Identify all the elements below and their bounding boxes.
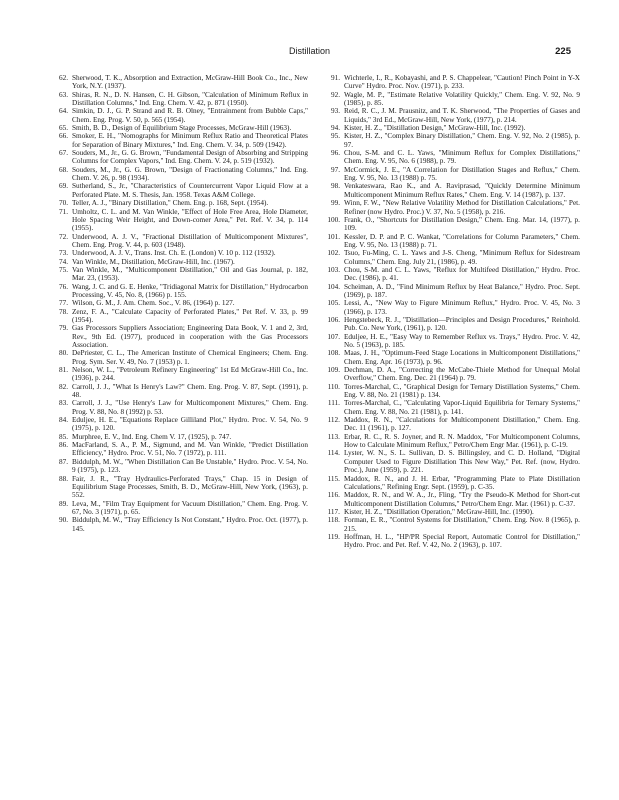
reference-entry bbox=[50, 458, 308, 475]
reference-number: 67. bbox=[58, 149, 68, 158]
reference-number: 102. bbox=[327, 249, 340, 258]
reference-number: 76. bbox=[58, 282, 68, 291]
reference-text: Wichterle, I., R., Kobayashi, and P. S. Chappelear, "Caution! Pinch Point in Y-X Curve" Hydro. Proc. Nov. (1971), p. 233. bbox=[344, 74, 580, 91]
reference-text: Dechman, D. A., "Correcting the McCabe-Thiele Method for Unequal Molal Overflow," Chem. Eng. Dec. 21 (1964) p. 79. bbox=[344, 366, 580, 383]
reference-text: MacFarland, S. A., P. M., Sigmund, and M. Van Winkle, "Predict Distillation Efficiency," Hydro. Proc. V. 51, No. 7 (1972), p. 111. bbox=[72, 441, 308, 458]
reference-text: Winn, F. W., "New Relative Volatility Method for Distillation Calculations," Pet. Refiner (now Hydro. Proc.) V. 37, No. 5 (1958), p. 216. bbox=[344, 199, 580, 216]
reference-text: Biddulph, M. W., "When Distillation Can Be Unstable," Hydro. Proc. V. 54, No. 9 (1975), p. 123. bbox=[72, 457, 308, 475]
reference-number: 78. bbox=[58, 307, 68, 316]
reference-entry bbox=[50, 182, 308, 199]
reference-text: Van Winkle, M., "Multicomponent Distillation," Oil and Gas Journal, p. 182, Mar. 23, (1953). bbox=[72, 265, 308, 283]
reference-entry bbox=[322, 74, 580, 91]
reference-text: Smith, B. D., Design of Equilibrium Stage Processes, McGraw-Hill (1963). bbox=[72, 124, 292, 133]
reference-entry bbox=[50, 299, 308, 307]
reference-entry bbox=[50, 74, 308, 91]
reference-text: Torres-Marchal, C., "Calculating Vapor-Liquid Equilibria for Ternary Systems," Chem. Eng. V. 88, No. 21 (1981), p. 141. bbox=[344, 399, 580, 416]
reference-entry bbox=[322, 333, 580, 350]
reference-number: 96. bbox=[330, 149, 340, 158]
reference-text: Kister, H. Z., "Complex Binary Distillation," Chem. Eng. V. 92, No. 2 (1985), p. 97. bbox=[344, 132, 580, 149]
running-title: Distillation bbox=[288, 46, 330, 56]
reference-text: Scheiman, A. D., "Find Minimum Reflux by Heat Balance," Hydro. Proc. Sept. (1969), p. 187. bbox=[344, 282, 580, 299]
reference-entry bbox=[50, 258, 308, 266]
reference-entry bbox=[322, 383, 580, 400]
references-left-column bbox=[50, 74, 308, 533]
reference-text: Souders, M., Jr., G. G. Brown, "Fundamental Design of Absorbing and Stripping Columns for Complex Vapors," Ind. Eng. Chem. V. 24, p. 519 (1932). bbox=[72, 149, 308, 166]
reference-number: 82. bbox=[58, 382, 68, 391]
reference-text: Zenz, F. A., "Calculate Capacity of Perforated Plates," Pet Ref. V. 33, p. 99 (1954). bbox=[72, 307, 308, 324]
reference-entry bbox=[322, 299, 580, 316]
reference-text: Sutherland, S., Jr., "Characteristics of Countercurrent Vapor Liquid Flow at a Perforated Plate. M. S. Thesis, Jan. 1958. Texas A&M College. bbox=[72, 182, 308, 199]
reference-number: 68. bbox=[58, 165, 68, 174]
reference-entry bbox=[322, 149, 580, 166]
reference-entry bbox=[322, 316, 580, 333]
reference-entry bbox=[50, 349, 308, 366]
reference-number: 106. bbox=[327, 315, 340, 324]
reference-entry bbox=[322, 132, 580, 149]
reference-number: 117. bbox=[327, 507, 340, 516]
reference-text: Souders, M., Jr., G. G. Brown, "Design of Fractionating Columns," Ind. Eng. Chem. V. 26, p. 98 (1934). bbox=[72, 165, 308, 183]
reference-number: 100. bbox=[327, 215, 340, 224]
reference-text: Sherwood, T. K., Absorption and Extraction, McGraw-Hill Book Co., Inc., New York, N.Y. (1937). bbox=[72, 74, 308, 91]
reference-number: 74. bbox=[58, 257, 68, 266]
reference-entry bbox=[322, 216, 580, 233]
reference-number: 110. bbox=[327, 382, 340, 391]
page-header bbox=[0, 46, 619, 60]
reference-number: 98. bbox=[330, 182, 340, 191]
reference-text: Carroll, J. J., "Use Henry's Law for Multicomponent Mixtures," Chem. Eng. Prog. V. 88, No. 8 (1992) p. 53. bbox=[72, 399, 308, 416]
reference-number: 73. bbox=[58, 249, 68, 258]
reference-text: Murphree, E. V., Ind. Eng. Chem V. 17, (1925), p. 747. bbox=[72, 432, 232, 441]
reference-text: Kessler, D. P. and P. C. Wankat, "Correlations for Column Parameters," Chem. Eng. V. 95, No. 13 (1988) p. 71. bbox=[344, 232, 580, 249]
reference-entry bbox=[50, 399, 308, 416]
reference-number: 72. bbox=[58, 232, 68, 241]
reference-text: McCormick, J. E., "A Correlation for Distillation Stages and Reflux," Chem. Eng. V. 95, No. 13 (1988) p. 75. bbox=[344, 165, 580, 183]
reference-text: Forman, E. R., "Control Systems for Distillation," Chem. Eng. Nov. 8 (1965), p. 215. bbox=[344, 516, 580, 533]
reference-number: 69. bbox=[58, 182, 68, 191]
reference-text: Tsuo, Fu-Ming, C. L. Yaws and J-S. Cheng, "Minimum Reflux for Sidestream Columns," Chem. Eng. July 21, (1986), p. 49. bbox=[344, 249, 580, 266]
reference-text: Gas Processors Suppliers Association; Engineering Data Book, V. 1 and 2, 3rd, Rev., 9th Ed. (1977), produced in cooperation with the Gas Processors Association. bbox=[72, 324, 308, 349]
reference-text: Biddulph, M. W., "Tray Efficiency Is Not Constant," Hydro. Proc. Oct. (1977), p. 145. bbox=[72, 516, 308, 533]
reference-text: Underwood, A. J. V., "Fractional Distillation of Multicomponent Mixtures", Chem. Eng. Prog. V. 44, p. 603 (1948). bbox=[72, 232, 308, 249]
reference-text: Maddox, R. N., and J. H. Erbar, "Programming Plate to Plate Distillation Calculations," Refining Engr. Sept. (1959), p. C-35. bbox=[344, 474, 580, 491]
reference-entry bbox=[322, 399, 580, 416]
reference-number: 83. bbox=[58, 399, 68, 408]
reference-text: Reid, R. C., J. M. Prausnitz, and T. K. Sherwood, "The Properties of Gases and Liquids," 3rd Ed., McGraw-Hill, New York, (1977), p. 214. bbox=[344, 107, 580, 124]
reference-text: Wilson, G. M., J. Am. Chem. Soc., V. 86, (1964) p. 127. bbox=[72, 299, 235, 308]
page-number: 225 bbox=[555, 46, 571, 57]
reference-text: DePriester, C. L., The American Institute of Chemical Engineers; Chem. Eng. Prog. Sym. Ser. V. 49, No. 7 (1953) p. 1. bbox=[72, 349, 308, 366]
reference-entry bbox=[322, 266, 580, 283]
reference-entry bbox=[322, 199, 580, 216]
reference-number: 97. bbox=[330, 165, 340, 174]
reference-entry bbox=[50, 324, 308, 349]
reference-entry bbox=[50, 366, 308, 383]
reference-entry bbox=[322, 533, 580, 550]
reference-text: Kister, H. Z., "Distillation Design," McGraw-Hill, Inc. (1992). bbox=[344, 124, 526, 133]
reference-text: Carroll, J. J., "What Is Henry's Law?" Chem. Eng. Prog. V. 87, Sept. (1991), p. 48. bbox=[72, 382, 308, 400]
reference-entry bbox=[322, 349, 580, 366]
reference-number: 88. bbox=[58, 474, 68, 483]
reference-number: 109. bbox=[327, 366, 340, 375]
reference-entry bbox=[322, 491, 580, 508]
reference-entry bbox=[50, 441, 308, 458]
reference-entry bbox=[322, 366, 580, 383]
reference-entry bbox=[50, 516, 308, 533]
reference-number: 84. bbox=[58, 416, 68, 425]
reference-text: Chou, S-M. and C. L. Yaws, "Minimum Reflux for Complex Distillations," Chem. Eng. V. 95, No. 6 (1988), p. 79. bbox=[344, 149, 580, 166]
reference-text: Hengstebeck, R. J., "Distillation—Principles and Design Procedures," Reinhold. Pub. Co. New York, (1961), p. 120. bbox=[344, 315, 580, 333]
reference-number: 66. bbox=[58, 132, 68, 141]
reference-entry bbox=[322, 475, 580, 492]
reference-text: Umholtz, C. L. and M. Van Winkle, "Effect of Hole Free Area, Hole Diameter, Hole Spacing Weir Height, and Down-comer Area," Pet. Ref. V. 34, p. 114 (1955). bbox=[72, 207, 308, 233]
reference-text: Shiras, R. N., D. N. Hansen, C. H. Gibson, "Calculation of Minimum Reflux in Distillation Columns," Ind. Eng. Chem. V. 42, p. 871 (1950). bbox=[72, 90, 308, 108]
reference-number: 115. bbox=[327, 474, 340, 483]
reference-entry bbox=[50, 124, 308, 132]
reference-text: Wang, J. C. and G. E. Henke, "Tridiagonal Matrix for Distillation," Hydrocarbon Processing, V. 45, No. 8, (1966) p. 155. bbox=[72, 282, 308, 299]
reference-number: 99. bbox=[330, 199, 340, 208]
reference-number: 65. bbox=[58, 124, 68, 133]
reference-number: 89. bbox=[58, 499, 68, 508]
reference-entry bbox=[50, 433, 308, 441]
reference-entry bbox=[50, 266, 308, 283]
reference-text: Wagle, M. P., "Estimate Relative Volatility Quickly," Chem. Eng. V. 92, No. 9 (1985), p. 85. bbox=[344, 90, 580, 108]
reference-entry bbox=[50, 249, 308, 257]
reference-text: Frank, O., "Shortcuts for Distillation Design," Chem. Eng. Mar. 14, (1977), p. 109. bbox=[344, 215, 580, 233]
reference-number: 112. bbox=[327, 416, 340, 425]
reference-text: Lessi, A., "New Way to Figure Minimum Reflux," Hydro. Proc. V. 45, No. 3 (1966), p. 173. bbox=[344, 299, 580, 316]
reference-number: 101. bbox=[327, 232, 340, 241]
reference-text: Leva, M., "Film Tray Equipment for Vacuum Distillation," Chem. Eng. Prog. V. 67, No. 3 (1971), p. 65. bbox=[72, 499, 308, 516]
reference-number: 90. bbox=[58, 516, 68, 525]
reference-entry bbox=[50, 132, 308, 149]
reference-number: 108. bbox=[327, 349, 340, 358]
reference-number: 86. bbox=[58, 441, 68, 450]
reference-entry bbox=[50, 383, 308, 400]
reference-entry bbox=[50, 166, 308, 183]
reference-number: 80. bbox=[58, 349, 68, 358]
reference-number: 103. bbox=[327, 265, 340, 274]
reference-entry bbox=[322, 182, 580, 199]
reference-number: 104. bbox=[327, 282, 340, 291]
reference-entry bbox=[50, 475, 308, 500]
reference-entry bbox=[322, 516, 580, 533]
reference-number: 113. bbox=[327, 432, 340, 441]
reference-text: Simkin, D. J., G. P. Strand and R. B. Olney, "Entrainment from Bubble Caps," Chem. Eng. Prog. V. 50, p. 565 (1954). bbox=[72, 107, 308, 124]
reference-number: 107. bbox=[327, 332, 340, 341]
reference-entry bbox=[322, 508, 580, 516]
reference-entry bbox=[50, 107, 308, 124]
reference-entry bbox=[322, 249, 580, 266]
reference-entry bbox=[50, 308, 308, 325]
reference-text: Kister, H. Z., "Distillation Operation," McGraw-Hill, Inc. (1990). bbox=[344, 507, 534, 516]
reference-number: 63. bbox=[58, 90, 68, 99]
reference-text: Nelson, W. L., "Petroleum Refinery Engineering" 1st Ed McGraw-Hill Co., Inc. (1936), p. 244. bbox=[72, 366, 308, 383]
reference-number: 119. bbox=[327, 532, 340, 541]
reference-entry bbox=[50, 208, 308, 233]
reference-entry bbox=[50, 91, 308, 108]
reference-number: 118. bbox=[327, 516, 340, 525]
reference-text: Hoffman, H. L., "HP/PR Special Report, Automatic Control for Distillation," Hydro. Proc. and Pet. Ref. V. 42, No. 2 (1963), p. 107. bbox=[344, 532, 580, 550]
reference-entry bbox=[50, 199, 308, 207]
reference-number: 94. bbox=[330, 124, 340, 133]
reference-number: 79. bbox=[58, 324, 68, 333]
references-right-column bbox=[322, 74, 580, 550]
reference-text: Teller, A. J., "Binary Distillation," Chem. Eng. p. 168, Sept. (1954). bbox=[72, 199, 269, 208]
reference-number: 75. bbox=[58, 265, 68, 274]
reference-text: Maddox, R. N., and W. A., Jr., Fling, "Try the Pseudo-K Method for Short-cut Multicomponent Distillation Columns," Petro/Chem Engr. Mar. (1961) p. C-37. bbox=[344, 491, 580, 508]
reference-entry bbox=[322, 91, 580, 108]
reference-text: Smoker, E. H., "Nomographs for Minimum Reflux Ratio and Theoretical Plates for Separation of Binary Mixtures," Ind. Eng. Chem. V. 34, p. 509 (1942). bbox=[72, 132, 308, 149]
reference-entry bbox=[50, 233, 308, 250]
reference-number: 85. bbox=[58, 432, 68, 441]
reference-entry bbox=[322, 449, 580, 474]
reference-number: 105. bbox=[327, 299, 340, 308]
reference-entry bbox=[50, 500, 308, 517]
reference-number: 116. bbox=[327, 491, 340, 500]
reference-number: 87. bbox=[58, 457, 68, 466]
reference-text: Underwood, A. J. V., Trans. Inst. Ch. E. (London) V. 10 p. 112 (1932). bbox=[72, 249, 276, 258]
reference-number: 95. bbox=[330, 132, 340, 141]
reference-entry bbox=[50, 283, 308, 300]
reference-number: 64. bbox=[58, 107, 68, 116]
reference-text: Eduljee, H. E., "Easy Way to Remember Reflux vs. Trays," Hydro. Proc. V. 42, No. 5 (1963), p. 185. bbox=[344, 332, 580, 349]
reference-entry bbox=[50, 149, 308, 166]
reference-text: Fair, J. R., "Tray Hydraulics-Perforated Trays," Chap. 15 in Design of Equilibrium Stage Processes, Smith, B. D., McGraw-Hill, New York, (1963), p. 552. bbox=[72, 474, 308, 500]
reference-number: 91. bbox=[330, 74, 340, 82]
reference-entry bbox=[322, 416, 580, 433]
reference-entry bbox=[322, 233, 580, 250]
reference-number: 62. bbox=[58, 74, 68, 82]
reference-entry bbox=[322, 107, 580, 124]
reference-entry bbox=[322, 433, 580, 450]
reference-number: 71. bbox=[58, 207, 68, 216]
reference-number: 81. bbox=[58, 366, 68, 375]
reference-text: Maas, J. H., "Optimum-Feed Stage Locations in Multicomponent Distillations," Chem. Eng. Apr. 16 (1973), p. 96. bbox=[344, 349, 580, 366]
reference-text: Van Winkle, M., Distillation, McGraw-Hill, Inc. (1967). bbox=[72, 257, 235, 266]
reference-entry bbox=[322, 283, 580, 300]
reference-text: Torres-Marchal, C., "Graphical Design for Ternary Distillation Systems," Chem. Eng. V. 88, No. 21 (1981) p. 134. bbox=[344, 382, 580, 400]
reference-text: Maddox, R. N., "Calculations for Multicomponent Distillation," Chem. Eng. Dec. 11 (1961), p. 127. bbox=[344, 416, 580, 433]
reference-text: Lyster, W. N., S. L. Sullivan, D. S. Billingsley, and C. D. Holland, "Digital Computer Used to Figure Distillation This New Way," Pet. Ref. (now, Hydro. Proc.), June (1959), p. 221. bbox=[344, 449, 580, 475]
reference-entry bbox=[322, 124, 580, 132]
reference-number: 70. bbox=[58, 199, 68, 208]
reference-number: 111. bbox=[327, 399, 340, 408]
reference-number: 92. bbox=[330, 90, 340, 99]
reference-number: 77. bbox=[58, 299, 68, 308]
reference-number: 114. bbox=[327, 449, 340, 458]
reference-entry bbox=[50, 416, 308, 433]
reference-text: Venkateswara, Rao K., and A. Raviprasad, "Quickly Determine Minimum Multicomponent Minimum Reflux Rates," Chem. Eng. V. 14 (1987), p. 137. bbox=[344, 182, 580, 199]
reference-text: Erbar, R. C., R. S. Joyner, and R. N. Maddox, "For Multicomponent Columns, How to Calculate Minimum Reflux," Petro/Chem Engr Mar. (1961), p. C-19. bbox=[344, 432, 580, 450]
reference-number: 93. bbox=[330, 107, 340, 116]
reference-text: Chou, S-M. and C. L. Yaws, "Reflux for Multifeed Distillation," Hydro. Proc. Dec. (1986), p. 41. bbox=[344, 265, 580, 283]
reference-text: Eduljee, H. E., "Equations Replace Gilliland Plot," Hydro. Proc. V. 54, No. 9 (1975), p. 120. bbox=[72, 416, 308, 433]
reference-entry bbox=[322, 166, 580, 183]
